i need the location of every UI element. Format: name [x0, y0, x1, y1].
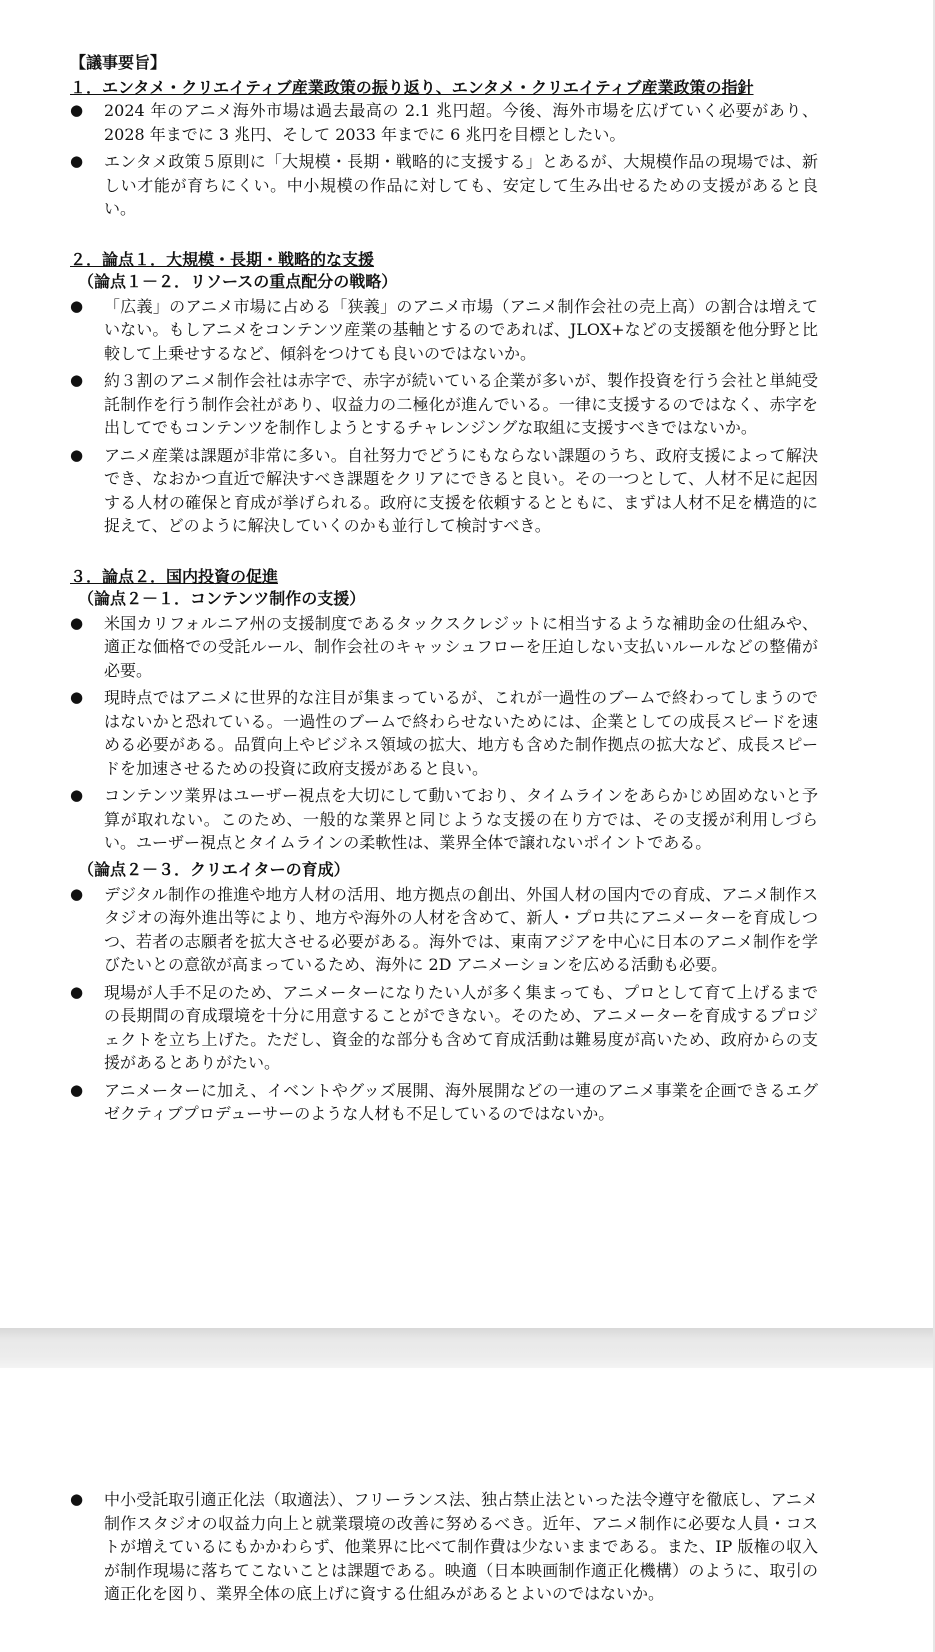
list-item-text: 2024 年のアニメ海外市場は過去最高の 2.1 兆円超。今後、海外市場を広げていく必要があり、2028 年までに 3 兆円、そして 2033 年までに 6 兆円を目標としたい。 [104, 101, 818, 144]
list-item [70, 1488, 818, 1606]
section-3-heading: ３．論点２．国内投資の促進 [70, 566, 279, 586]
list-item-text: 約３割のアニメ制作会社は赤字で、赤字が続いている企業が多いが、製作投資を行う会社と単純受託制作を行う制作会社があり、収益力の二極化が進んでいる。一律に支援するのではなく、赤字を出してでもコンテンツを制作しようとするチャレンジングな取組に支援すべきではないか。 [104, 371, 818, 437]
bullet-icon: ● [70, 884, 84, 903]
list-item [70, 150, 818, 221]
list-item [70, 444, 818, 538]
bullet-icon: ● [70, 371, 84, 389]
list-item-text: コンテンツ業界はユーザー視点を大切にして動いており、タイムラインをあらかじめ固めないと予算が取れない。このため、一般的な業界と同じような支援の在り方では、その支援が利用しづらい。ユーザー視点とタイムラインの柔軟性は、業界全体で譲れないポイントである。 [104, 786, 818, 852]
document-page-2 [0, 1368, 935, 1652]
subsection-2-1-heading: （論点２－１．コンテンツ制作の支援） [78, 588, 366, 608]
list-item [70, 369, 818, 440]
bullet-icon: ● [70, 152, 84, 170]
subsection-1-2-heading: （論点１－２．リソースの重点配分の戦略） [78, 271, 398, 291]
section-2-heading: ２．論点１．大規模・長期・戦略的な支援 [70, 249, 375, 269]
page-1-content [70, 52, 818, 1130]
section-1-heading: １．エンタメ・クリエイティブ産業政策の振り返り、エンタメ・クリエイティブ産業政策の指針 [70, 78, 754, 97]
page-2-content [70, 1488, 818, 1610]
list-item [70, 981, 818, 1075]
list-item [70, 612, 818, 683]
list-item [70, 1079, 818, 1126]
bullet-icon: ● [70, 613, 84, 632]
list-item [70, 99, 818, 146]
list-item-text: アニメ産業は課題が非常に多い。自社努力でどうにもならない課題のうち、政府支援によって解決でき、なおかつ直近で解決すべき課題をクリアにできると良い。その一つとして、人材不足に起因する人材の確保と育成が挙げられる。政府に支援を依頼するとともに、まずは人材不足を構造的に捉えて、どのように解決していくのかも並行して検討すべき。 [104, 445, 818, 535]
list-item-text: 現時点ではアニメに世界的な注目が集まっているが、これが一過性のブームで終わってしまうのではないかと恐れている。一過性のブームで終わらせないためには、企業としての成長スピードを速める必要がある。品質向上やビジネス領域の拡大、地方も含めた制作拠点の拡大など、成長スピードを加速させるための投資に政府支援があると良い。 [104, 688, 818, 778]
bullet-icon: ● [70, 1080, 84, 1099]
minutes-heading: 【議事要旨】 [70, 53, 167, 72]
bullet-icon: ● [70, 101, 84, 119]
bullet-icon: ● [70, 296, 84, 315]
list-item [70, 295, 818, 366]
bullet-icon: ● [70, 786, 84, 804]
bullet-icon: ● [70, 688, 84, 706]
list-item-text: 現場が人手不足のため、アニメーターになりたい人が多く集まっても、プロとして育て上げるまでの長期間の育成環境を十分に用意することができない。そのため、アニメーターを育成するプロジェクトを立ち上げた。ただし、資金的な部分も含めて育成活動は難易度が高いため、政府からの支援があるとありがたい。 [104, 982, 818, 1072]
list-item [70, 784, 818, 855]
list-item-text: 中小受託取引適正化法（取適法）、フリーランス法、独占禁止法といった法令遵守を徹底し、アニメ制作スタジオの収益力向上と就業環境の改善に努めるべき。近年、アニメ制作に必要な人員・コストが増えているにもかかわらず、他業界に比べて制作費は少ないままである。また、IP 版権の収入が制作現場に落ちてこないことは課題である。映適（日本映画制作適正化機構）のように、取引の適正化を図り、業界全体の底上げに資する仕組みがあるとよいのではないか。 [104, 1490, 818, 1603]
list-item [70, 686, 818, 780]
bullet-icon: ● [70, 445, 84, 464]
list-item-text: エンタメ政策５原則に「大規模・長期・戦略的に支援する」とあるが、大規模作品の現場では、新しい才能が育ちにくい。中小規模の作品に対しても、安定して生み出せるための支援があると良い。 [104, 152, 818, 218]
subsection-2-3-heading: （論点２－３．クリエイターの育成） [78, 859, 350, 879]
list-item-text: 米国カリフォルニア州の支援制度であるタックスクレジットに相当するような補助金の仕組みや、適正な価格での受託ルール、制作会社のキャッシュフローを圧迫しない支払いルールなどの整備が必要。 [104, 613, 818, 680]
bullet-icon: ● [70, 1490, 84, 1508]
list-item-text: 「広義」のアニメ市場に占める「狭義」のアニメ市場（アニメ制作会社の売上高）の割合は増えていない。もしアニメをコンテンツ産業の基軸とするのであれば、JLOX+などの支援額を他分野と比較して上乗せするなど、傾斜をつけても良いのではないか。 [104, 296, 818, 363]
list-item-text: アニメーターに加え、イベントやグッズ展開、海外展開などの一連のアニメ事業を企画できるエグゼクティブプロデューサーのような人材も不足しているのではないか。 [104, 1080, 818, 1123]
page-separator [0, 1328, 935, 1368]
bullet-icon: ● [70, 982, 84, 1001]
list-item [70, 883, 818, 977]
list-item-text: デジタル制作の推進や地方人材の活用、地方拠点の創出、外国人材の国内での育成、アニメ制作スタジオの海外進出等により、地方や海外の人材を含めて、新人・プロ共にアニメーターを育成しつつ、若者の志願者を拡大させる必要がある。海外では、東南アジアを中心に日本のアニメ制作を学びたいとの意欲が高まっているため、海外に 2D アニメーションを広める活動も必要。 [104, 884, 818, 974]
